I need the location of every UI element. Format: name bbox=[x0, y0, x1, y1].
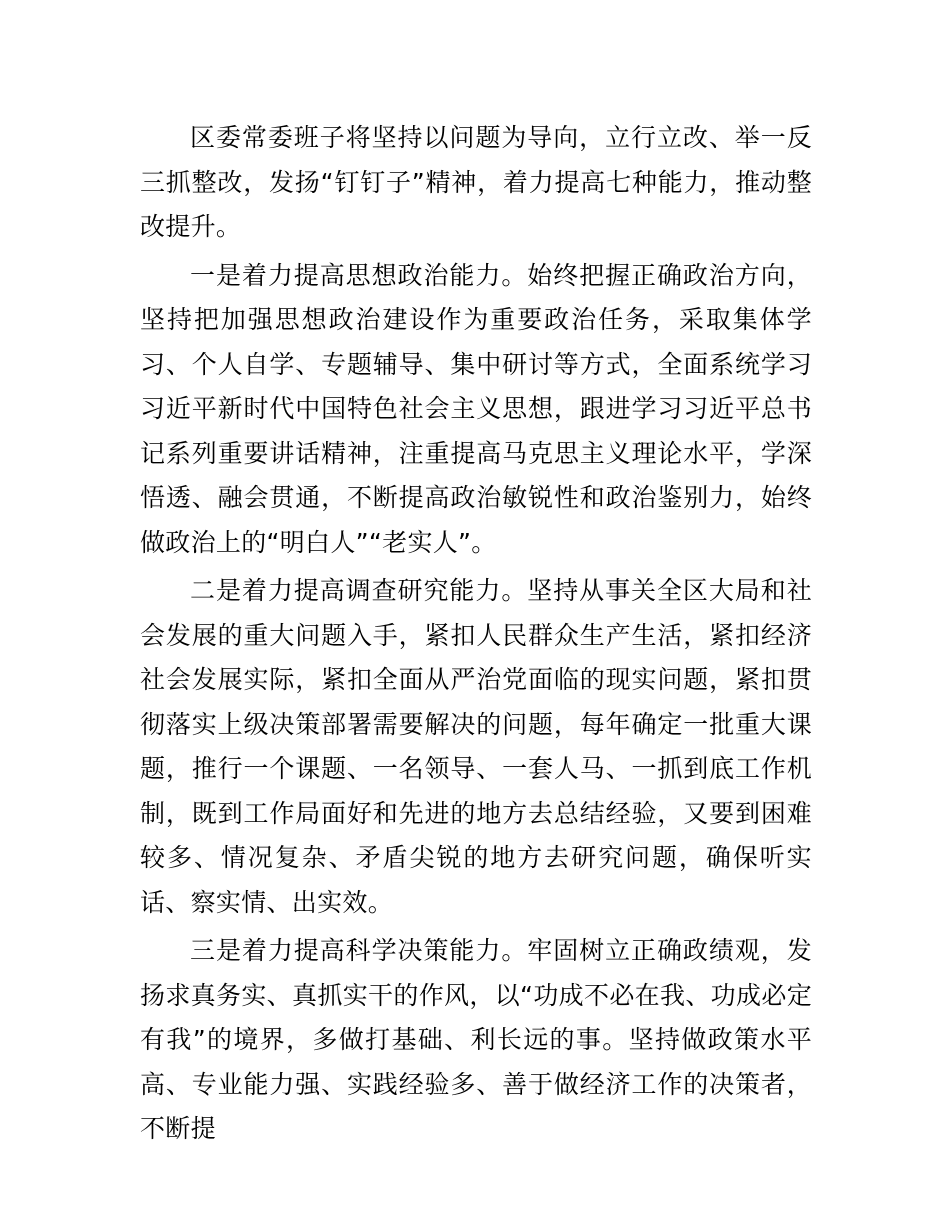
paragraph-decision-ability: 三是着力提高科学决策能力。牢固树立正确政绩观，发扬求真务实、真抓实干的作风，以“功成不必在我、功成必定有我”的境界，多做打基础、利长远的事。坚持做政策水平高、专业能力强、实践经验多、善于做经济工作的决策者，不断提 bbox=[140, 936, 812, 1143]
paragraph-research-ability: 二是着力提高调查研究能力。坚持从事关全区大局和社会发展的重大问题入手，紧扣人民群众生产生活，紧扣经济社会发展实际，紧扣全面从严治党面临的现实问题，紧扣贯彻落实上级决策部署需要解决的问题，每年确定一批重大课题，推行一个课题、一名领导、一套人马、一抓到底工作机制，既到工作局面好和先进的地方去总结经验，又要到困难较多、情况复杂、矛盾尖锐的地方去研究问题，确保听实话、察实情、出实效。 bbox=[140, 576, 812, 917]
paragraph-intro: 区委常委班子将坚持以问题为导向，立行立改、举一反三抓整改，发扬“钉钉子”精神，着力提高七种能力，推动整改提升。 bbox=[140, 123, 812, 241]
paragraph-political-ability: 一是着力提高思想政治能力。始终把握正确政治方向，坚持把加强思想政治建设作为重要政治任务，采取集体学习、个人自学、专题辅导、集中研讨等方式，全面系统学习习近平新时代中国特色社会主义思想，跟进学习习近平总书记系列重要讲话精神，注重提高马克思主义理论水平，学深悟透、融会贯通，不断提高政治敏锐性和政治鉴别力，始终做政治上的“明白人”“老实人”。 bbox=[140, 260, 812, 557]
document-body bbox=[140, 116, 812, 1156]
